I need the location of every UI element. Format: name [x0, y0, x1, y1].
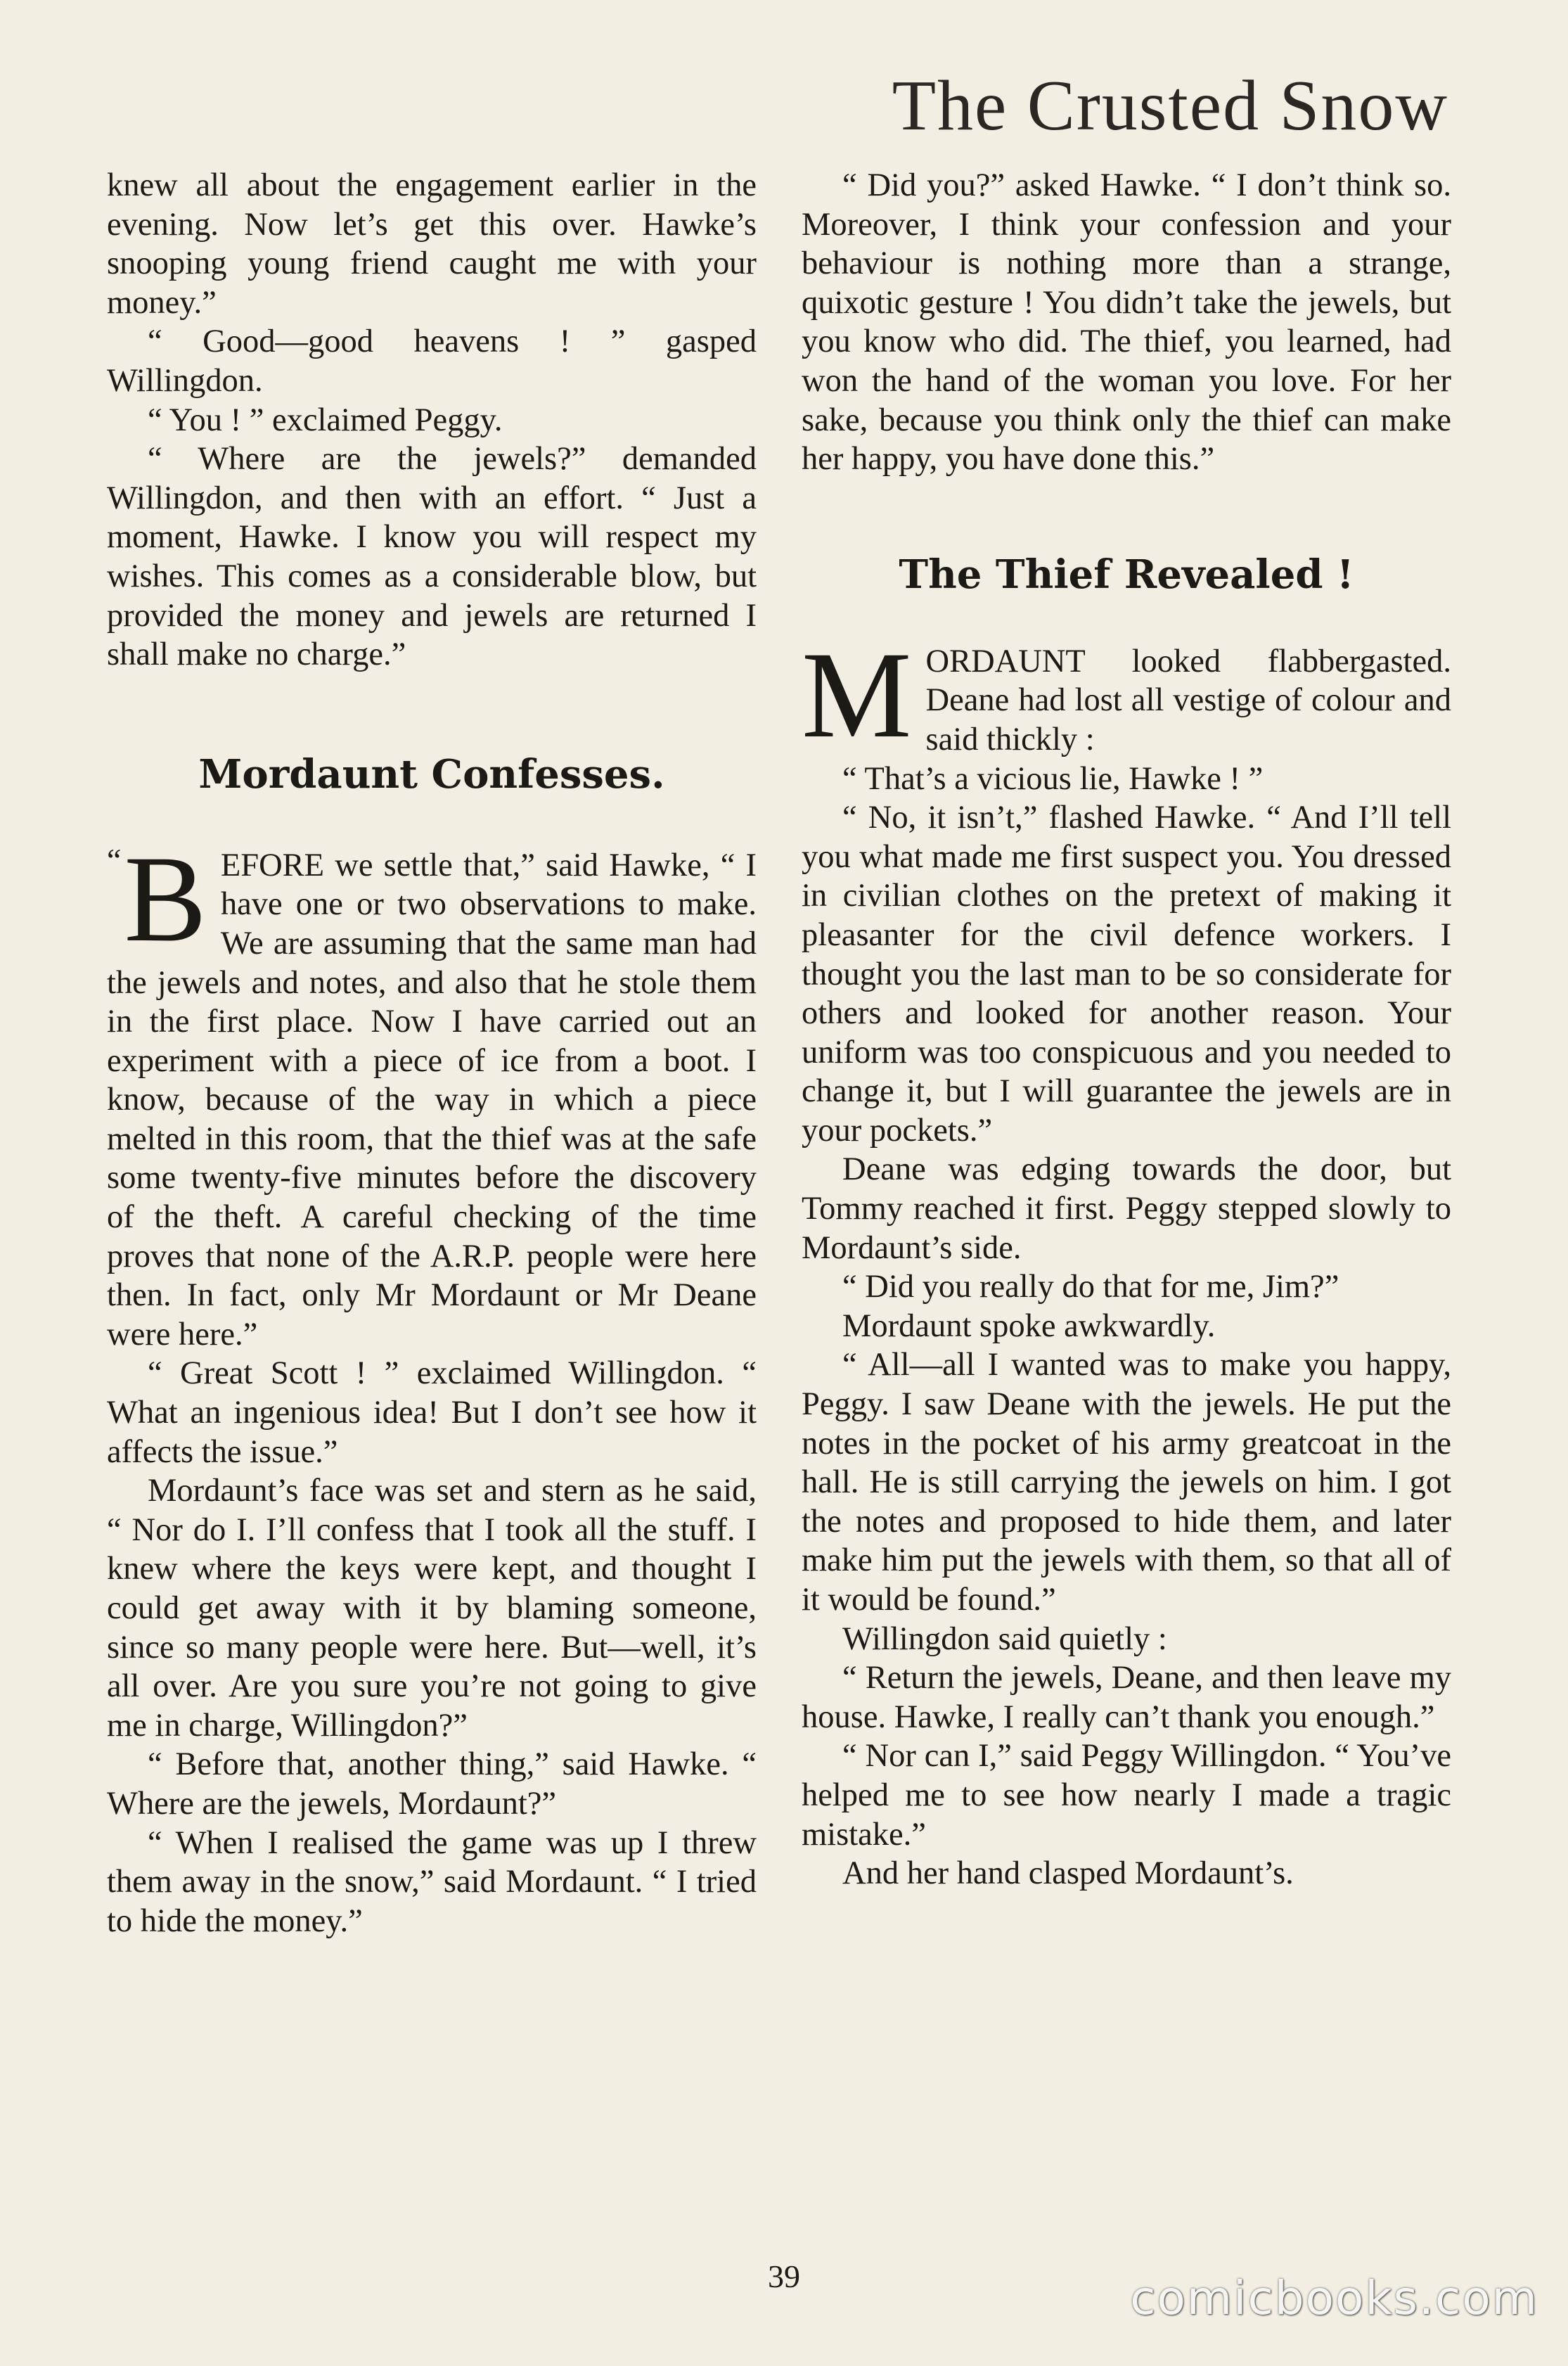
- paragraph-with-dropcap: [802, 626, 1451, 764]
- paragraph: Mordaunt’s face was set and stern as he said, “ Nor do I. I’ll confess that I took all the stuff. I knew where the keys were kept, and thought I could get away with it by blaming someone, since so many people were here. But—well, it’s all over. Are you sure you’re not going to give me in charge, Willingdon?”: [107, 1473, 757, 1744]
- paragraph: “ Return the jewels, Deane, and then leave my house. Hawke, I really can’t thank you enough.”: [802, 1660, 1451, 1735]
- paragraph: And her hand clasped Mordaunt’s.: [842, 1855, 1294, 1892]
- drop-cap: B: [124, 830, 207, 968]
- paragraph: “ No, it isn’t,” flashed Hawke. “ And I’ll tell you what made me first suspect you. You dressed in civilian clothes on the pretext of making it pleasanter for the civil defence workers. I thought you the last man to be so considerate for others and looked for another reason. Your uniform was too conspicuous and you needed to change it, but I will guarantee the jewels are in your pockets.”: [802, 800, 1451, 1149]
- page-number: 39: [768, 2258, 800, 2294]
- watermark-logo: comicbooks.com: [1130, 2271, 1538, 2325]
- paragraph: knew all about the engagement earlier in the evening. Now let’s get this over. Hawke’s snooping young friend caught me with your money.”: [107, 167, 757, 321]
- paragraph: Mordaunt spoke awkwardly.: [842, 1307, 1216, 1344]
- page-title: The Crusted Snow: [892, 66, 1448, 146]
- paragraph: “ When I realised the game was up I threw them away in the snow,” said Mordaunt. “ I tried to hide the money.”: [107, 1824, 757, 1939]
- paragraph: “ Nor can I,” said Peggy Willingdon. “ You’ve helped me to see how nearly I made a tragic mistake.”: [802, 1738, 1451, 1853]
- right-column: [802, 166, 1451, 1893]
- paragraph: Willingdon said quietly :: [842, 1620, 1167, 1657]
- opening-quote: “: [107, 841, 122, 878]
- section-heading: Mordaunt Confesses.: [198, 750, 665, 798]
- drop-cap: M: [802, 626, 912, 764]
- paragraph: “ Where are the jewels?” demanded Willingdon, and then with an effort. “ Just a moment, Hawke. I know you will respect my wishes. This comes as a considerable blow, but provided the money and jewels are returned I shall make no charge.”: [107, 441, 757, 673]
- paragraph: “ Great Scott ! ” exclaimed Willingdon. “ What an ingenious idea! But I don’t see how it affects the issue.”: [107, 1355, 757, 1470]
- paragraph: “ Good—good heavens ! ” gasped Willingdon.: [107, 324, 757, 399]
- paragraph: “ All—all I wanted was to make you happy, Peggy. I saw Deane with the jewels. He put the notes in the pocket of his army greatcoat in the hall. He is still carrying the jewels on him. I got the notes and proposed to hide them, and later make him put the jewels with them, so that all of it would be found.”: [802, 1347, 1451, 1618]
- paragraph: Deane was edging towards the door, but Tommy reached it first. Peggy stepped slowly to Mordaunt’s side.: [802, 1151, 1451, 1266]
- paragraph-with-dropcap: [107, 830, 757, 1355]
- section-heading: The Thief Revealed !: [899, 551, 1354, 598]
- paragraph: “ Did you?” asked Hawke. “ I don’t think so. Moreover, I think your confession and your behaviour is nothing more than a strange, quixotic gesture ! You didn’t take the jewels, but you know who did. The thief, you learned, had won the hand of the woman you love. For her sake, because you think only the thief can make her happy, you have done this.”: [802, 167, 1451, 478]
- paragraph-text: EFORE we settle that,” said Hawke, “ I have one or two observations to make. We are assuming that the same man had the jewels and notes, and also that he stole them in the first place. Now I have carried out an experiment with a piece of ice from a boot. I know, because of the way in which a piece melted in this room, that the thief was at the safe some twenty-five minutes before the discovery of the theft. A careful checking of the time proves that none of the A.R.P. people were here then. In fact, only Mr Mordaunt or Mr Deane were here.”: [107, 847, 757, 1353]
- paragraph: “ You ! ” exclaimed Peggy.: [148, 402, 503, 438]
- paragraph: “ That’s a vicious lie, Hawke ! ”: [842, 760, 1264, 797]
- paragraph: “ Did you really do that for me, Jim?”: [842, 1269, 1339, 1305]
- paragraph: “ Before that, another thing,” said Hawke. “ Where are the jewels, Mordaunt?”: [107, 1746, 757, 1822]
- paragraph-text: ORDAUNT looked flabbergasted. Deane had lost all vestige of colour and said thickly :: [925, 643, 1451, 757]
- left-column: [107, 166, 757, 1940]
